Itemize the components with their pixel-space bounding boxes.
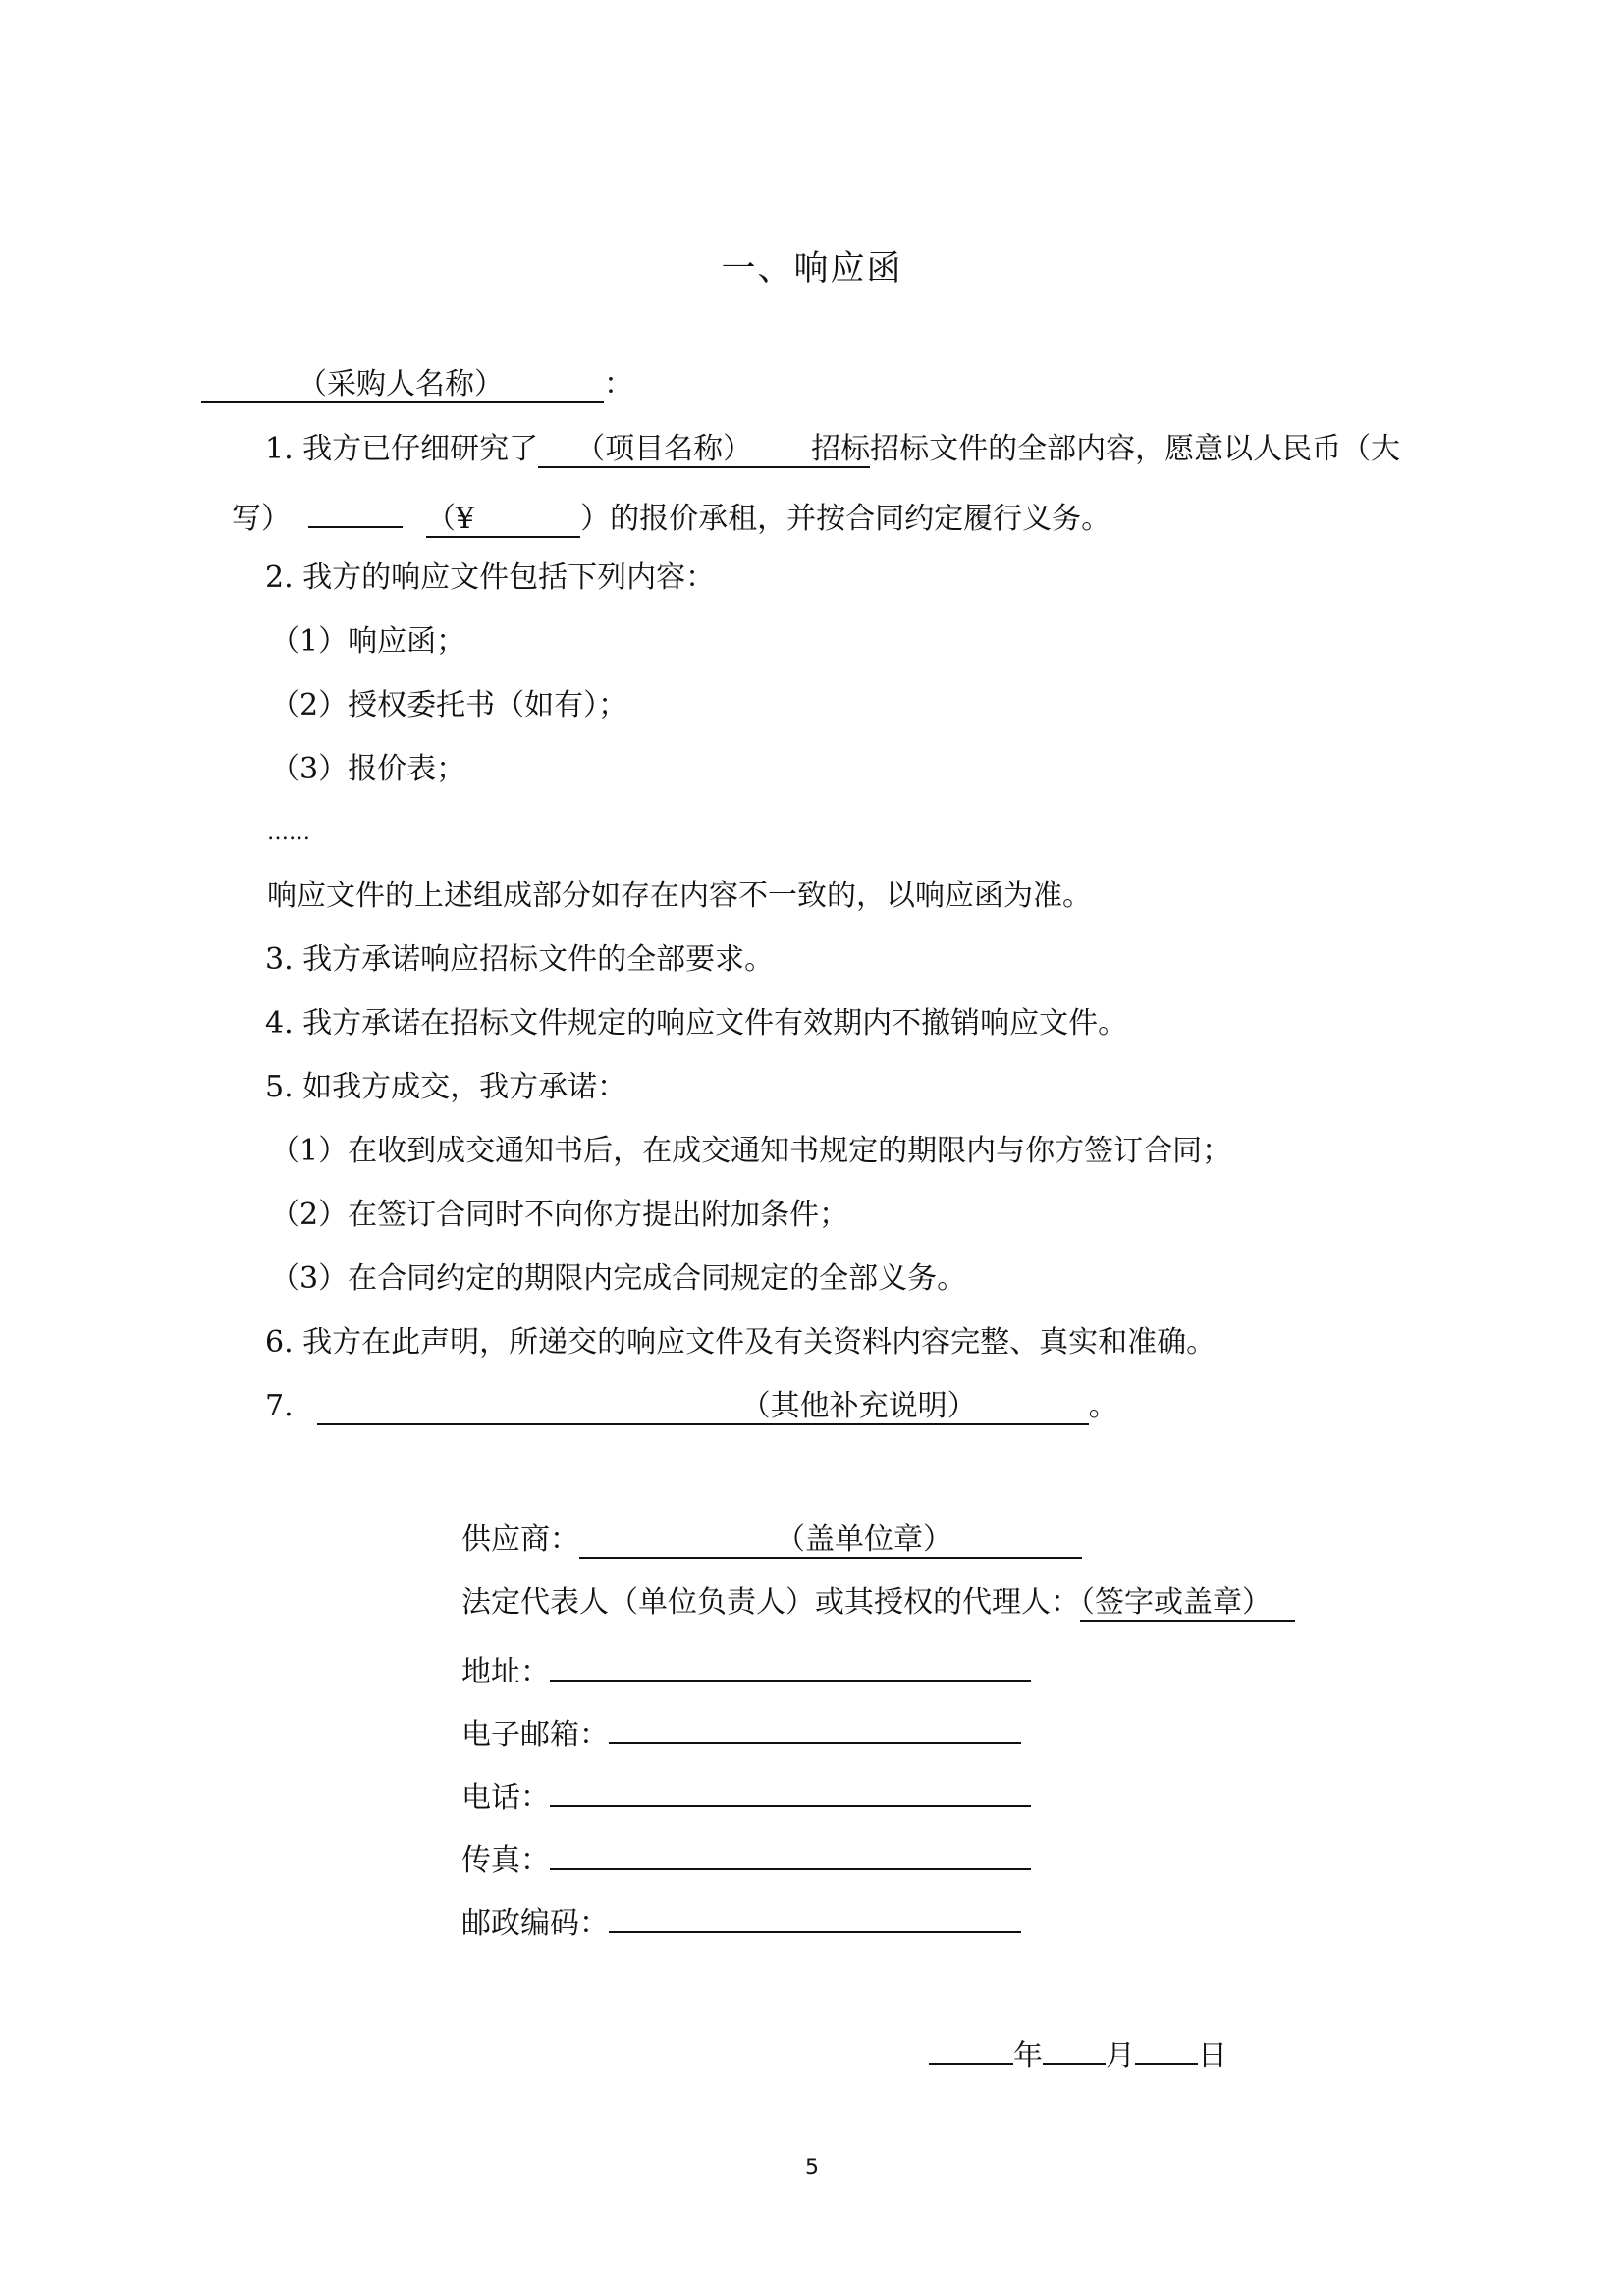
postcode-line: 邮政编码：	[461, 1897, 1021, 1944]
page-title: 一、响应函	[721, 249, 903, 289]
item-5: 5. 如我方成交，我方承诺：	[265, 1070, 627, 1104]
item-4: 4. 我方承诺在招标文件规定的响应文件有效期内不撤销响应文件。	[265, 1006, 1128, 1041]
day-blank	[1135, 2030, 1198, 2065]
supplementary-notes-field: （其他补充说明）	[317, 1389, 1089, 1425]
amount-yuan-field: （¥	[426, 502, 580, 538]
email-blank	[609, 1709, 1021, 1744]
item-2-sub-2: （2）授权委托书（如有）；	[270, 688, 628, 722]
item-2-sub-1: （1）响应函；	[270, 624, 466, 659]
legal-rep-line: 法定代表人（单位负责人）或其授权的代理人：（签字或盖章）	[461, 1583, 1295, 1623]
item-2-sub-3: （3）报价表；	[270, 752, 466, 786]
item-6: 6. 我方在此声明，所递交的响应文件及有关资料内容完整、真实和准确。	[265, 1325, 1217, 1360]
legal-rep-field: （签字或盖章）	[1080, 1585, 1295, 1622]
item-5-sub-2: （2）在签订合同时不向你方提出附加条件；	[270, 1198, 849, 1232]
item-1-line-2: 写） （¥ ）的报价承租，并按合同约定履行义务。	[232, 493, 1110, 539]
item-1-line-1: 1. 我方已仔细研究了 （项目名称） 招标招标文件的全部内容，愿意以人民币（大	[265, 432, 1401, 466]
phone-blank	[550, 1772, 1031, 1807]
page-number: 5	[805, 2156, 819, 2180]
item-7: 7. （其他补充说明） 。	[265, 1389, 1118, 1423]
addressee-line: （采购人名称） ：	[201, 365, 633, 404]
address-line: 地址：	[461, 1646, 1031, 1692]
supplier-field: （盖单位章）	[579, 1522, 1082, 1559]
address-blank	[550, 1646, 1031, 1682]
addressee-field: （采购人名称）	[201, 367, 604, 403]
item-5-sub-3: （3）在合同约定的期限内完成合同规定的全部义务。	[270, 1261, 967, 1296]
year-blank	[929, 2030, 1013, 2065]
supplier-line: 供应商： （盖单位章）	[461, 1521, 1082, 1560]
month-blank	[1043, 2030, 1106, 2065]
fax-blank	[550, 1835, 1031, 1870]
postcode-blank	[609, 1897, 1021, 1933]
item-2: 2. 我方的响应文件包括下列内容：	[265, 561, 716, 595]
item-2-note: 响应文件的上述组成部分如存在内容不一致的，以响应函为准。	[267, 879, 1092, 913]
item-2-ellipsis: ……	[267, 821, 310, 845]
phone-line: 电话：	[461, 1772, 1031, 1818]
email-line: 电子邮箱：	[461, 1709, 1021, 1755]
item-5-sub-1: （1）在收到成交通知书后，在成交通知书规定的期限内与你方签订合同；	[270, 1134, 1232, 1168]
amount-uppercase-blank	[308, 493, 403, 528]
fax-line: 传真：	[461, 1835, 1031, 1881]
project-name-field: （项目名称） 招标	[538, 432, 870, 468]
item-3: 3. 我方承诺响应招标文件的全部要求。	[265, 942, 775, 977]
date-line: 年 月 日	[929, 2030, 1227, 2076]
